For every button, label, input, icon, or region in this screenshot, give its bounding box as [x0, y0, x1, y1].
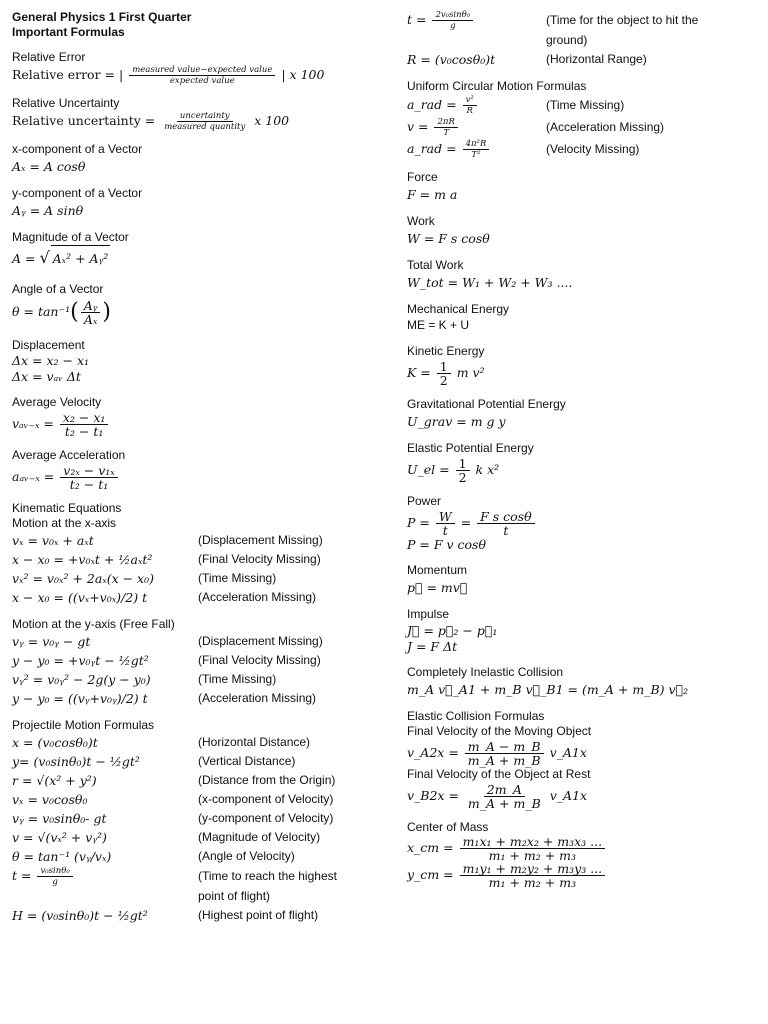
- formula-row: vₓ = v₀cosθ₀ (x-component of Velocity): [12, 791, 334, 807]
- section-heading: y-component of a Vector: [12, 186, 143, 200]
- formula: Aₓ = A cosθ: [12, 159, 86, 174]
- right-column: [407, 10, 759, 899]
- formula: K = $\frac{1}{2}$ m v²: [407, 359, 485, 388]
- force-section: [407, 170, 759, 204]
- formula: Aᵧ = A sinθ: [12, 203, 84, 218]
- center-of-mass-section: [407, 820, 759, 889]
- section-subheading: Motion at the x-axis: [12, 515, 117, 530]
- relative-error-section: [12, 50, 372, 86]
- formula: Relative uncertainty = $\frac{\text{uncertainty}}{\text{measured quantity}}$ x 100: [12, 111, 290, 132]
- formula: J = F Δt: [407, 639, 458, 654]
- formula-row: vₓ = v₀ₓ + aₓt (Displacement Missing): [12, 532, 323, 548]
- formula: ME = K + U: [407, 318, 470, 332]
- formula-row: t = $\frac{\text{v₀sinθ₀}}{g}$ (Time to reach the highest point of flight): [12, 865, 337, 903]
- formula-row: y − y₀ = ((vᵧ+v₀ᵧ)/2) t (Acceleration Missing): [12, 690, 317, 706]
- formula: J⃗ = p⃗₂ − p⃗₁: [407, 623, 498, 638]
- average-velocity-section: [12, 395, 372, 438]
- formula-row: H = (v₀sinθ₀)t − ½gt² (Highest point of flight): [12, 907, 319, 923]
- formula: aₐᵥ₋ₓ = $\frac{\text{v₂ₓ − v₁ₓ}}{\text{t₂ − t₁}}$: [12, 463, 372, 491]
- section-heading: Elastic Collision Formulas: [407, 709, 545, 723]
- elastic-pe-section: [407, 441, 759, 484]
- section-heading: x-component of a Vector: [12, 142, 143, 156]
- formula: U_grav = m g y: [407, 414, 506, 429]
- elastic-collision-section: [407, 709, 759, 810]
- title-line-2: Important Formulas: [12, 25, 125, 39]
- x-component-section: [12, 142, 372, 176]
- formula: Relative error = | $\frac{\text{measured value−expected value}}{\text{expected value}}$ | x 100: [12, 65, 325, 86]
- mechanical-energy-section: [407, 302, 759, 334]
- formula-row: r = √(x² + y²) (Distance from the Origin): [12, 772, 336, 788]
- formula: W = F s cosθ: [407, 231, 490, 246]
- left-column: [12, 10, 372, 935]
- section-heading: Magnitude of a Vector: [12, 230, 129, 244]
- formula-row: x − x₀ = ((vₓ+v₀ₓ)/2) t (Acceleration Missing): [12, 589, 317, 605]
- total-work-section: [407, 258, 759, 292]
- title-line-1: General Physics 1 First Quarter: [12, 10, 192, 24]
- section-heading: Momentum: [407, 563, 468, 577]
- section-heading: Relative Uncertainty: [12, 96, 120, 110]
- section-heading: Impulse: [407, 607, 450, 621]
- impulse-section: [407, 607, 759, 655]
- section-heading: Gravitational Potential Energy: [407, 397, 566, 411]
- y-component-section: [12, 186, 372, 220]
- circular-motion-section: [407, 79, 759, 160]
- formula-row: y − y₀ = +v₀ᵧt − ½gt² (Final Velocity Missing): [12, 652, 321, 668]
- formula: Δx = x₂ − x₁: [12, 352, 90, 368]
- formula: P = $\frac{W}{t}$ = $\frac{\text{F s cosθ}}{t}$: [407, 509, 759, 537]
- formula: θ = tan⁻¹( $\frac{\text{Aᵧ}}{\text{Aₓ}}$ ): [12, 298, 112, 327]
- formula: y_cm = $\frac{\text{m₁y₁ + m₂y₂ + m₃y₃ ...}}{\text{m₁ + m₂ + m₃}}$: [407, 862, 759, 889]
- section-heading: Uniform Circular Motion Formulas: [407, 79, 587, 93]
- projectile-continued: [407, 10, 759, 69]
- formula: A = √ Aₓ² + Aᵧ²: [12, 245, 372, 272]
- formula: p⃗ = mv⃗: [407, 580, 468, 595]
- radical-sign: √: [39, 248, 50, 267]
- formula: F = m a: [407, 187, 458, 202]
- formula: U_el = $\frac{1}{2}$ k x²: [407, 456, 500, 485]
- formula-row: x − x₀ = +v₀ₓt + ½aₓt² (Final Velocity Missing): [12, 551, 321, 567]
- section-heading: Displacement: [12, 337, 85, 352]
- section-heading: Relative Error: [12, 50, 86, 64]
- section-heading: Elastic Potential Energy: [407, 441, 534, 455]
- inelastic-collision-section: [407, 665, 759, 699]
- formula-row: θ = tan⁻¹ (vᵧ/vₓ) (Angle of Velocity): [12, 848, 295, 864]
- section-heading: Total Work: [407, 258, 464, 272]
- formula: Δx = vₐᵥ Δt: [12, 368, 81, 384]
- formula-row: x = (v₀cosθ₀)t (Horizontal Distance): [12, 734, 311, 750]
- section-subheading: Final Velocity of the Moving Object: [407, 724, 592, 738]
- formula: vₐᵥ₋ₓ = $\frac{\text{x₂ − x₁}}{\text{t₂ − t₁}}$: [12, 410, 372, 438]
- formula-row: a_rad = $\frac{\text{4π²R}}{\text{T²}}$ (Velocity Missing): [407, 138, 640, 160]
- formula-row: t = $\frac{\text{2v₀sinθ₀}}{g}$ (Time for the object to hit the ground): [407, 10, 699, 47]
- formula-row: v = $\frac{2\pi R}{T}$ (Acceleration Missing): [407, 116, 665, 138]
- momentum-section: [407, 563, 759, 597]
- section-heading: Power: [407, 494, 442, 508]
- relative-uncertainty-section: [12, 96, 372, 132]
- formula: P = F v cosθ: [407, 537, 486, 552]
- formula-row: vᵧ = v₀ᵧ − gt (Displacement Missing): [12, 633, 323, 649]
- section-heading: Average Acceleration: [12, 447, 126, 462]
- kinematic-section: [12, 501, 372, 607]
- gravitational-pe-section: [407, 397, 759, 431]
- section-heading: Projectile Motion Formulas: [12, 717, 155, 732]
- formula-row: v = √(vₓ² + vᵧ²) (Magnitude of Velocity): [12, 829, 321, 845]
- section-subheading: Final Velocity of the Object at Rest: [407, 767, 591, 781]
- formula: v_A2x = $\frac{m\_A - m\_B}{m\_A + m\_B}$ v_A1x: [407, 739, 587, 768]
- section-heading: Kinematic Equations: [12, 500, 122, 515]
- magnitude-section: [12, 230, 372, 272]
- section-heading: Force: [407, 170, 438, 184]
- formula: W_tot = W₁ + W₂ + W₃ ....: [407, 275, 573, 290]
- section-heading: Motion at the y-axis (Free Fall): [12, 616, 175, 631]
- formula-row: vᵧ² = v₀ᵧ² − 2g(y − y₀) (Time Missing): [12, 671, 277, 687]
- document-title: [12, 10, 372, 40]
- formula: m_A v⃗_A1 + m_B v⃗_B1 = (m_A + m_B) v⃗₂: [407, 682, 689, 697]
- projectile-section: [12, 718, 372, 925]
- formula-row: vₓ² = v₀ₓ² + 2aₓ(x − x₀) (Time Missing): [12, 570, 277, 586]
- formula: v_B2x = $\frac{2m\_A}{m\_A + m\_B}$ v_A1x: [407, 782, 588, 811]
- section-heading: Mechanical Energy: [407, 302, 510, 316]
- section-heading: Kinetic Energy: [407, 344, 485, 358]
- average-acceleration-section: [12, 448, 372, 491]
- formula-row: y= (v₀sinθ₀)t − ½gt² (Vertical Distance): [12, 753, 296, 769]
- section-heading: Angle of a Vector: [12, 282, 104, 296]
- section-heading: Average Velocity: [12, 394, 102, 409]
- power-section: [407, 494, 759, 553]
- formula: x_cm = $\frac{\text{m₁x₁ + m₂x₂ + m₃x₃ ...}}{\text{m₁ + m₂ + m₃}}$: [407, 835, 759, 862]
- formula-row: a_rad = $\frac{\text{v²}}{R}$ (Time Missing): [407, 94, 625, 116]
- formula-row: vᵧ = v₀sinθ₀- gt (y-component of Velocity): [12, 810, 334, 826]
- section-heading: Completely Inelastic Collision: [407, 665, 564, 679]
- formula-row: R = (v₀cosθ₀)t (Horizontal Range): [407, 52, 647, 67]
- free-fall-section: [12, 617, 372, 708]
- section-heading: Work: [407, 214, 435, 228]
- kinetic-energy-section: [407, 344, 759, 387]
- section-heading: Center of Mass: [407, 820, 489, 834]
- angle-section: [12, 282, 372, 328]
- work-section: [407, 214, 759, 248]
- displacement-section: [12, 338, 372, 385]
